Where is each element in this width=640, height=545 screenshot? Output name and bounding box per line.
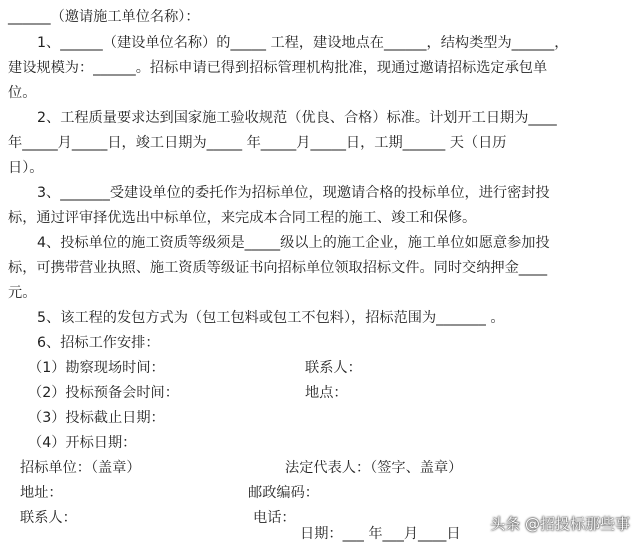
paragraph-4-line-2: 标，可携带营业执照、施工资质等级证书向招标单位领取招标文件。同时交纳押金____ [8,260,548,276]
paragraph-3-line-2: 标，通过评审择优选出中标单位，来完成本合同工程的施工、竣工和保修。 [8,210,477,226]
footer-postcode: 邮政编码： [248,485,319,501]
schedule-prebid-meeting: （2）投标预备会时间： [28,385,179,401]
schedule-bid-deadline: （3）投标截止日期： [28,410,165,426]
footer-legal-representative: 法定代表人：（签字、盖章） [285,460,463,476]
footer-tendering-unit: 招标单位：（盖章） [20,460,141,476]
paragraph-5: 5、该工程的发包方式为（包工包料或包工不包料），招标范围为_______ 。 [37,310,505,326]
paragraph-4-line-1: 4、投标单位的施工资质等级须是_____级以上的施工企业，施工单位如愿意参加投 [37,235,550,251]
footer-date: 日期：___ 年___月____日 [300,526,461,542]
schedule-site-visit: （1）勘察现场时间： [28,360,165,376]
schedule-prebid-location: 地点： [305,385,348,401]
paragraph-3-line-1: 3、_______受建设单位的委托作为招标单位，现邀请合格的投标单位，进行密封投 [37,185,550,201]
watermark: 头条 @招投标那些事 [490,515,630,533]
paragraph-2-line-1: 2、工程质量要求达到国家施工验收规范（优良、合格）标准。计划开工日期为____ [37,110,557,126]
salutation: ______（邀请施工单位名称）： [8,9,200,25]
paragraph-2-line-3: 日）。 [8,160,44,176]
schedule-bid-opening: （4）开标日期： [28,435,137,451]
footer-address: 地址： [20,485,63,501]
footer-contact: 联系人： [20,510,77,526]
paragraph-1-line-1: 1、______（建设单位名称）的_____ 工程，建设地点在______，结构类型为______， [37,35,569,51]
paragraph-4-line-3: 元。 [8,285,37,301]
footer-phone: 电话： [253,510,296,526]
schedule-heading: 6、招标工作安排： [37,335,160,351]
paragraph-2-line-2: 年_____月_____日，竣工日期为_____ 年_____月_____日，工期______ 天（日历 [8,135,507,151]
schedule-site-visit-contact: 联系人： [305,360,362,376]
paragraph-1-line-3: 位。 [8,85,37,101]
paragraph-1-line-2: 建设规模为：______。招标申请已得到招标管理机构批准，现通过邀请招标选定承包单 [8,60,548,76]
